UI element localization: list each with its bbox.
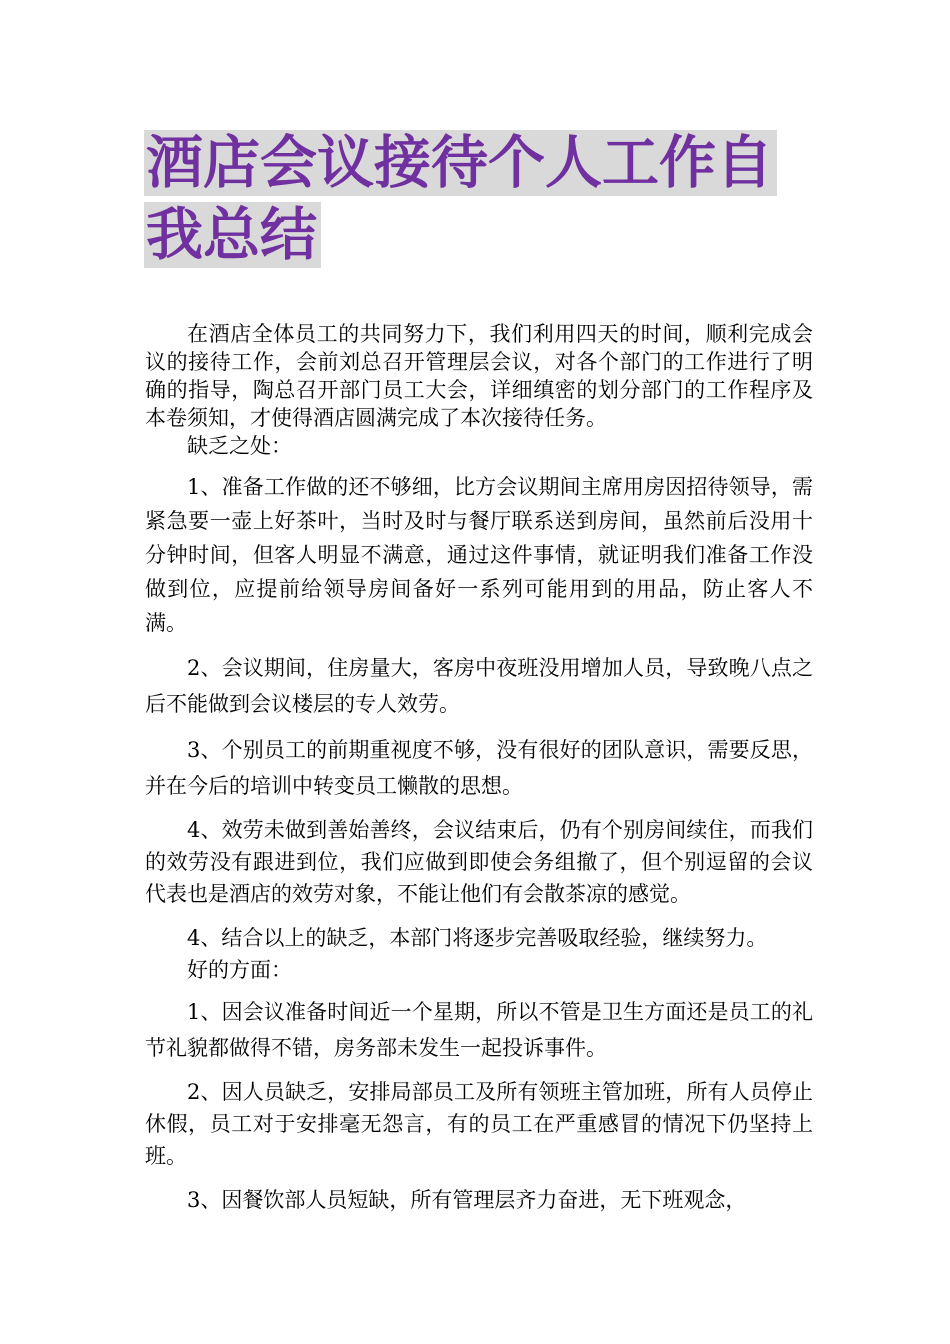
shortcoming-item: 4、效劳未做到善始善终，会议结束后，仍有个别房间续住，而我们的效劳没有跟进到位，我们应做到即使会务组撤了，但个别逗留的会议代表也是酒店的效劳对象，不能让他们有会散茶凉的感觉。 — [145, 818, 813, 906]
strength-item: 1、因会议准备时间近一个星期，所以不管是卫生方面还是员工的礼节礼貌都做得不错，房务部未发生一起投诉事件。 — [145, 1000, 813, 1060]
shortcoming-item: 1、准备工作做的还不够细，比方会议期间主席用房因招待领导，需紧急要一壶上好茶叶，当时及时与餐厅联系送到房间，虽然前后没用十分钟时间，但客人明显不满意，通过这件事情，就证明我们准备工作没做到位，应提前给领导房间备好一系列可能用到的用品，防止客人不满。 — [145, 475, 813, 635]
shortcoming-item: 2、会议期间，住房量大，客房中夜班没用增加人员，导致晚八点之后不能做到会议楼层的专人效劳。 — [145, 656, 813, 716]
strengths-heading: 好的方面： — [187, 958, 292, 982]
intro-paragraph: 在酒店全体员工的共同努力下，我们利用四天的时间，顺利完成会议的接待工作，会前刘总召开管理层会议，对各个部门的工作进行了明确的指导，陶总召开部门员工大会，详细缜密的划分部门的工作程序及本卷须知，才使得酒店圆满完成了本次接待任务。 — [145, 322, 813, 430]
document-body — [145, 320, 813, 1218]
title-highlight: 酒店会议接待个人工作自我总结 — [144, 130, 777, 268]
strength-item: 3、因餐饮部人员短缺，所有管理层齐力奋进，无下班观念， — [187, 1188, 747, 1212]
strength-item: 2、因人员缺乏，安排局部员工及所有领班主管加班，所有人员停止休假，员工对于安排毫无怨言，有的员工在严重感冒的情况下仍坚持上班。 — [145, 1080, 813, 1168]
document-title — [144, 127, 824, 271]
shortcomings-heading: 缺乏之处： — [187, 434, 292, 458]
shortcoming-item: 4、结合以上的缺乏，本部门将逐步完善吸取经验，继续努力。 — [187, 926, 768, 950]
shortcoming-item: 3、个别员工的前期重视度不够，没有很好的团队意识，需要反思，并在今后的培训中转变员工懒散的思想。 — [145, 738, 813, 798]
